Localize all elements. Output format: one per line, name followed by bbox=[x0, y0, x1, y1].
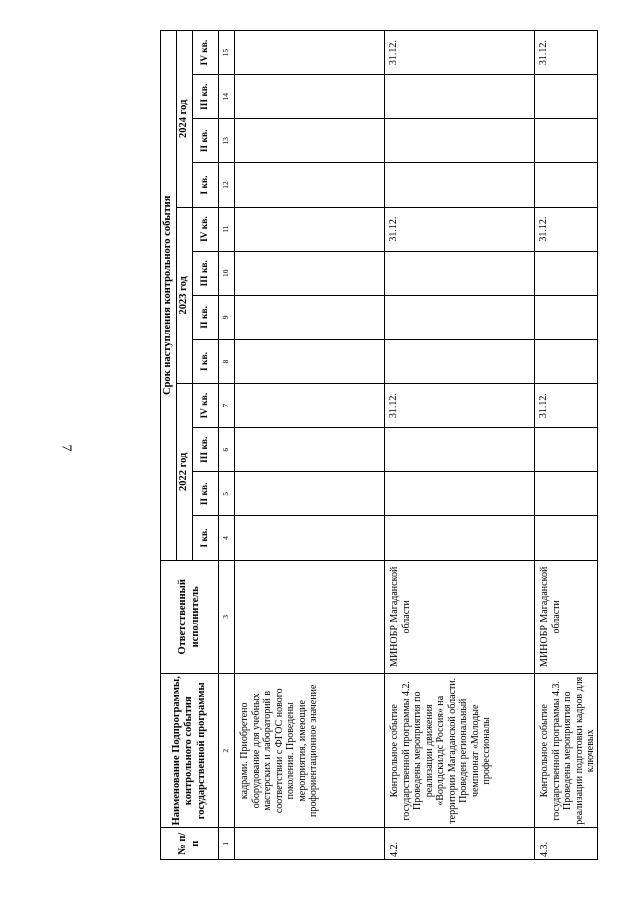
column-index: 13 bbox=[219, 119, 235, 163]
event-name: кадрами. Приобретено оборудование для учебных мастерских и лабораторий в соответствии с ФГОС нового поколения. Проведены мероприятия, имеющие профориентационное значение bbox=[235, 674, 385, 828]
column-index: 10 bbox=[219, 251, 235, 295]
deadline-cell bbox=[535, 516, 598, 560]
deadline-cell: 31.12. bbox=[385, 384, 535, 428]
column-index: 9 bbox=[219, 295, 235, 339]
deadline-cell bbox=[535, 472, 598, 516]
deadline-cell bbox=[235, 295, 385, 339]
deadline-cell bbox=[535, 339, 598, 383]
deadline-cell bbox=[385, 119, 535, 163]
deadline-cell: 31.12. bbox=[385, 31, 535, 75]
deadline-cell bbox=[385, 428, 535, 472]
deadline-cell bbox=[235, 31, 385, 75]
page-number: 7 bbox=[58, 444, 74, 452]
deadline-cell bbox=[235, 472, 385, 516]
executor bbox=[235, 560, 385, 673]
deadline-cell bbox=[235, 516, 385, 560]
deadline-cell bbox=[235, 428, 385, 472]
deadline-cell bbox=[235, 339, 385, 383]
column-index: 7 bbox=[219, 384, 235, 428]
quarter-header: I кв. bbox=[193, 163, 219, 207]
table-row bbox=[235, 31, 385, 860]
year-header-2022: 2022 год bbox=[177, 384, 193, 561]
column-index: 3 bbox=[219, 560, 235, 673]
deadline-cell bbox=[235, 163, 385, 207]
deadline-cell bbox=[235, 207, 385, 251]
deadline-cell bbox=[235, 251, 385, 295]
col-header-executor: Ответственный исполнитель bbox=[161, 560, 219, 673]
column-index: 1 bbox=[219, 828, 235, 860]
col-header-num: № п/п bbox=[161, 828, 219, 860]
quarter-header: III кв. bbox=[193, 428, 219, 472]
event-name: Контрольное событие государственной программы 4.2. Проведены мероприятия по реализации движения «Ворлдскилдс Россия» на территории Магаданской области. Проведен региональный чемпионат «Молодые профессионалы bbox=[385, 674, 535, 828]
column-index: 14 bbox=[219, 75, 235, 119]
deadline-cell bbox=[385, 251, 535, 295]
year-header-2023: 2023 год bbox=[177, 207, 193, 384]
column-index: 8 bbox=[219, 339, 235, 383]
event-name: Контрольное событие государственной программы 4.3. Проведены мероприятия по реализации подготовки кадров для ключевых bbox=[535, 674, 598, 828]
row-number: 4.3. bbox=[535, 828, 598, 860]
deadline-cell bbox=[535, 75, 598, 119]
row-number: 4.2. bbox=[385, 828, 535, 860]
column-index: 6 bbox=[219, 428, 235, 472]
column-index: 4 bbox=[219, 516, 235, 560]
quarter-header: II кв. bbox=[193, 472, 219, 516]
deadline-cell bbox=[235, 119, 385, 163]
deadline-cell bbox=[535, 119, 598, 163]
control-events-table bbox=[160, 30, 598, 860]
quarter-header: I кв. bbox=[193, 516, 219, 560]
row-number bbox=[235, 828, 385, 860]
col-header-name: Наименование Подпрограммы, контрольного события государственной программы bbox=[161, 674, 219, 828]
col-header-deadline: Срок наступления контрольного события bbox=[161, 31, 177, 561]
quarter-header: II кв. bbox=[193, 295, 219, 339]
table-row bbox=[535, 31, 598, 860]
quarter-header: II кв. bbox=[193, 119, 219, 163]
deadline-cell bbox=[535, 163, 598, 207]
deadline-cell bbox=[535, 251, 598, 295]
quarter-header: III кв. bbox=[193, 251, 219, 295]
column-index: 15 bbox=[219, 31, 235, 75]
deadline-cell: 31.12. bbox=[535, 207, 598, 251]
column-index-row bbox=[219, 31, 235, 860]
executor: МИНОБР Магаданской области bbox=[535, 560, 598, 673]
deadline-cell bbox=[385, 472, 535, 516]
deadline-cell bbox=[235, 75, 385, 119]
deadline-cell bbox=[385, 163, 535, 207]
schedule-table-sheet bbox=[160, 30, 596, 860]
deadline-cell bbox=[535, 295, 598, 339]
deadline-cell: 31.12. bbox=[535, 31, 598, 75]
column-index: 12 bbox=[219, 163, 235, 207]
deadline-cell: 31.12. bbox=[535, 384, 598, 428]
quarter-header: I кв. bbox=[193, 339, 219, 383]
quarter-header: IV кв. bbox=[193, 384, 219, 428]
deadline-cell bbox=[385, 295, 535, 339]
deadline-cell: 31.12. bbox=[385, 207, 535, 251]
table-row bbox=[385, 31, 535, 860]
quarter-header: III кв. bbox=[193, 75, 219, 119]
column-index: 2 bbox=[219, 674, 235, 828]
column-index: 11 bbox=[219, 207, 235, 251]
deadline-cell bbox=[235, 384, 385, 428]
year-header-2024: 2024 год bbox=[177, 31, 193, 208]
executor: МИНОБР Магаданской области bbox=[385, 560, 535, 673]
column-index: 5 bbox=[219, 472, 235, 516]
deadline-cell bbox=[535, 428, 598, 472]
deadline-cell bbox=[385, 339, 535, 383]
quarter-header: IV кв. bbox=[193, 207, 219, 251]
quarter-header: IV кв. bbox=[193, 31, 219, 75]
deadline-cell bbox=[385, 75, 535, 119]
deadline-cell bbox=[385, 516, 535, 560]
